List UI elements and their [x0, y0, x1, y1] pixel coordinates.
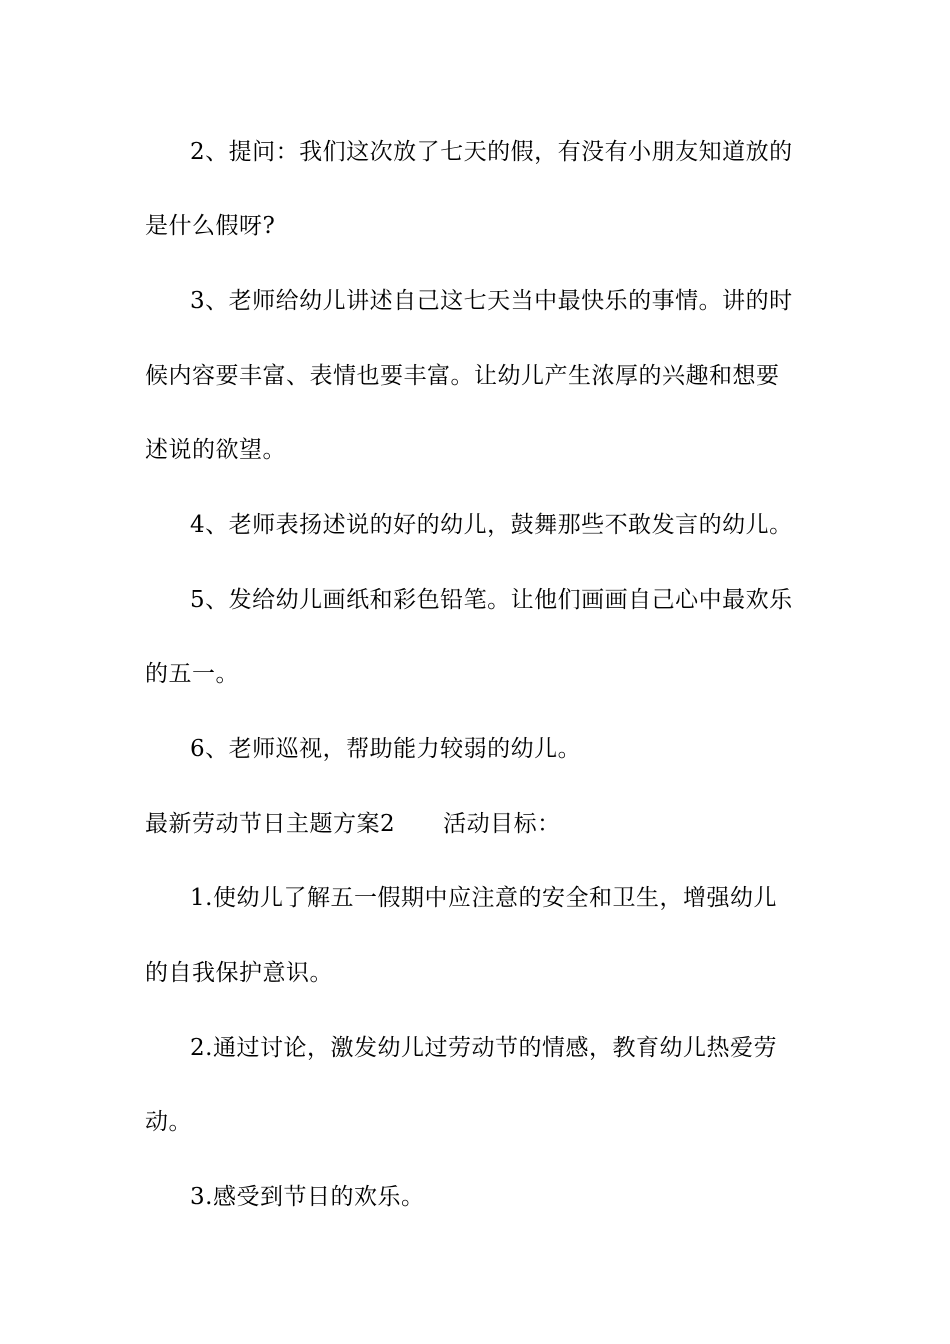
heading-subtitle: 活动目标：: [443, 811, 561, 837]
paragraph-line: 候内容要丰富、表情也要丰富。让幼儿产生浓厚的兴趣和想要: [145, 363, 780, 389]
paragraph-line: 是什么假呀?: [145, 213, 276, 239]
paragraph-line: 1.使幼儿了解五一假期中应注意的安全和卫生，增强幼儿: [190, 885, 777, 911]
paragraph-line: 的自我保护意识。: [145, 960, 333, 986]
paragraph-line: 2.通过讨论，激发幼儿过劳动节的情感，教育幼儿热爱劳: [190, 1035, 777, 1061]
section-heading: [145, 809, 815, 839]
paragraph-line: 5、发给幼儿画纸和彩色铅笔。让他们画画自己心中最欢乐: [190, 587, 793, 613]
heading-title: 最新劳动节日主题方案2: [145, 811, 396, 837]
paragraph-line: 2、提问：我们这次放了七天的假，有没有小朋友知道放的: [190, 139, 793, 165]
paragraph-line: 3、老师给幼儿讲述自己这七天当中最快乐的事情。讲的时: [190, 288, 793, 314]
paragraph-line: 3.感受到节日的欢乐。: [190, 1184, 425, 1210]
paragraph-line: 4、老师表扬述说的好的幼儿，鼓舞那些不敢发言的幼儿。: [190, 512, 793, 538]
paragraph-line: 动。: [145, 1109, 192, 1135]
paragraph-line: 6、老师巡视，帮助能力较弱的幼儿。: [190, 736, 582, 762]
paragraph-line: 述说的欲望。: [145, 437, 286, 463]
paragraph-line: 的五一。: [145, 661, 239, 687]
